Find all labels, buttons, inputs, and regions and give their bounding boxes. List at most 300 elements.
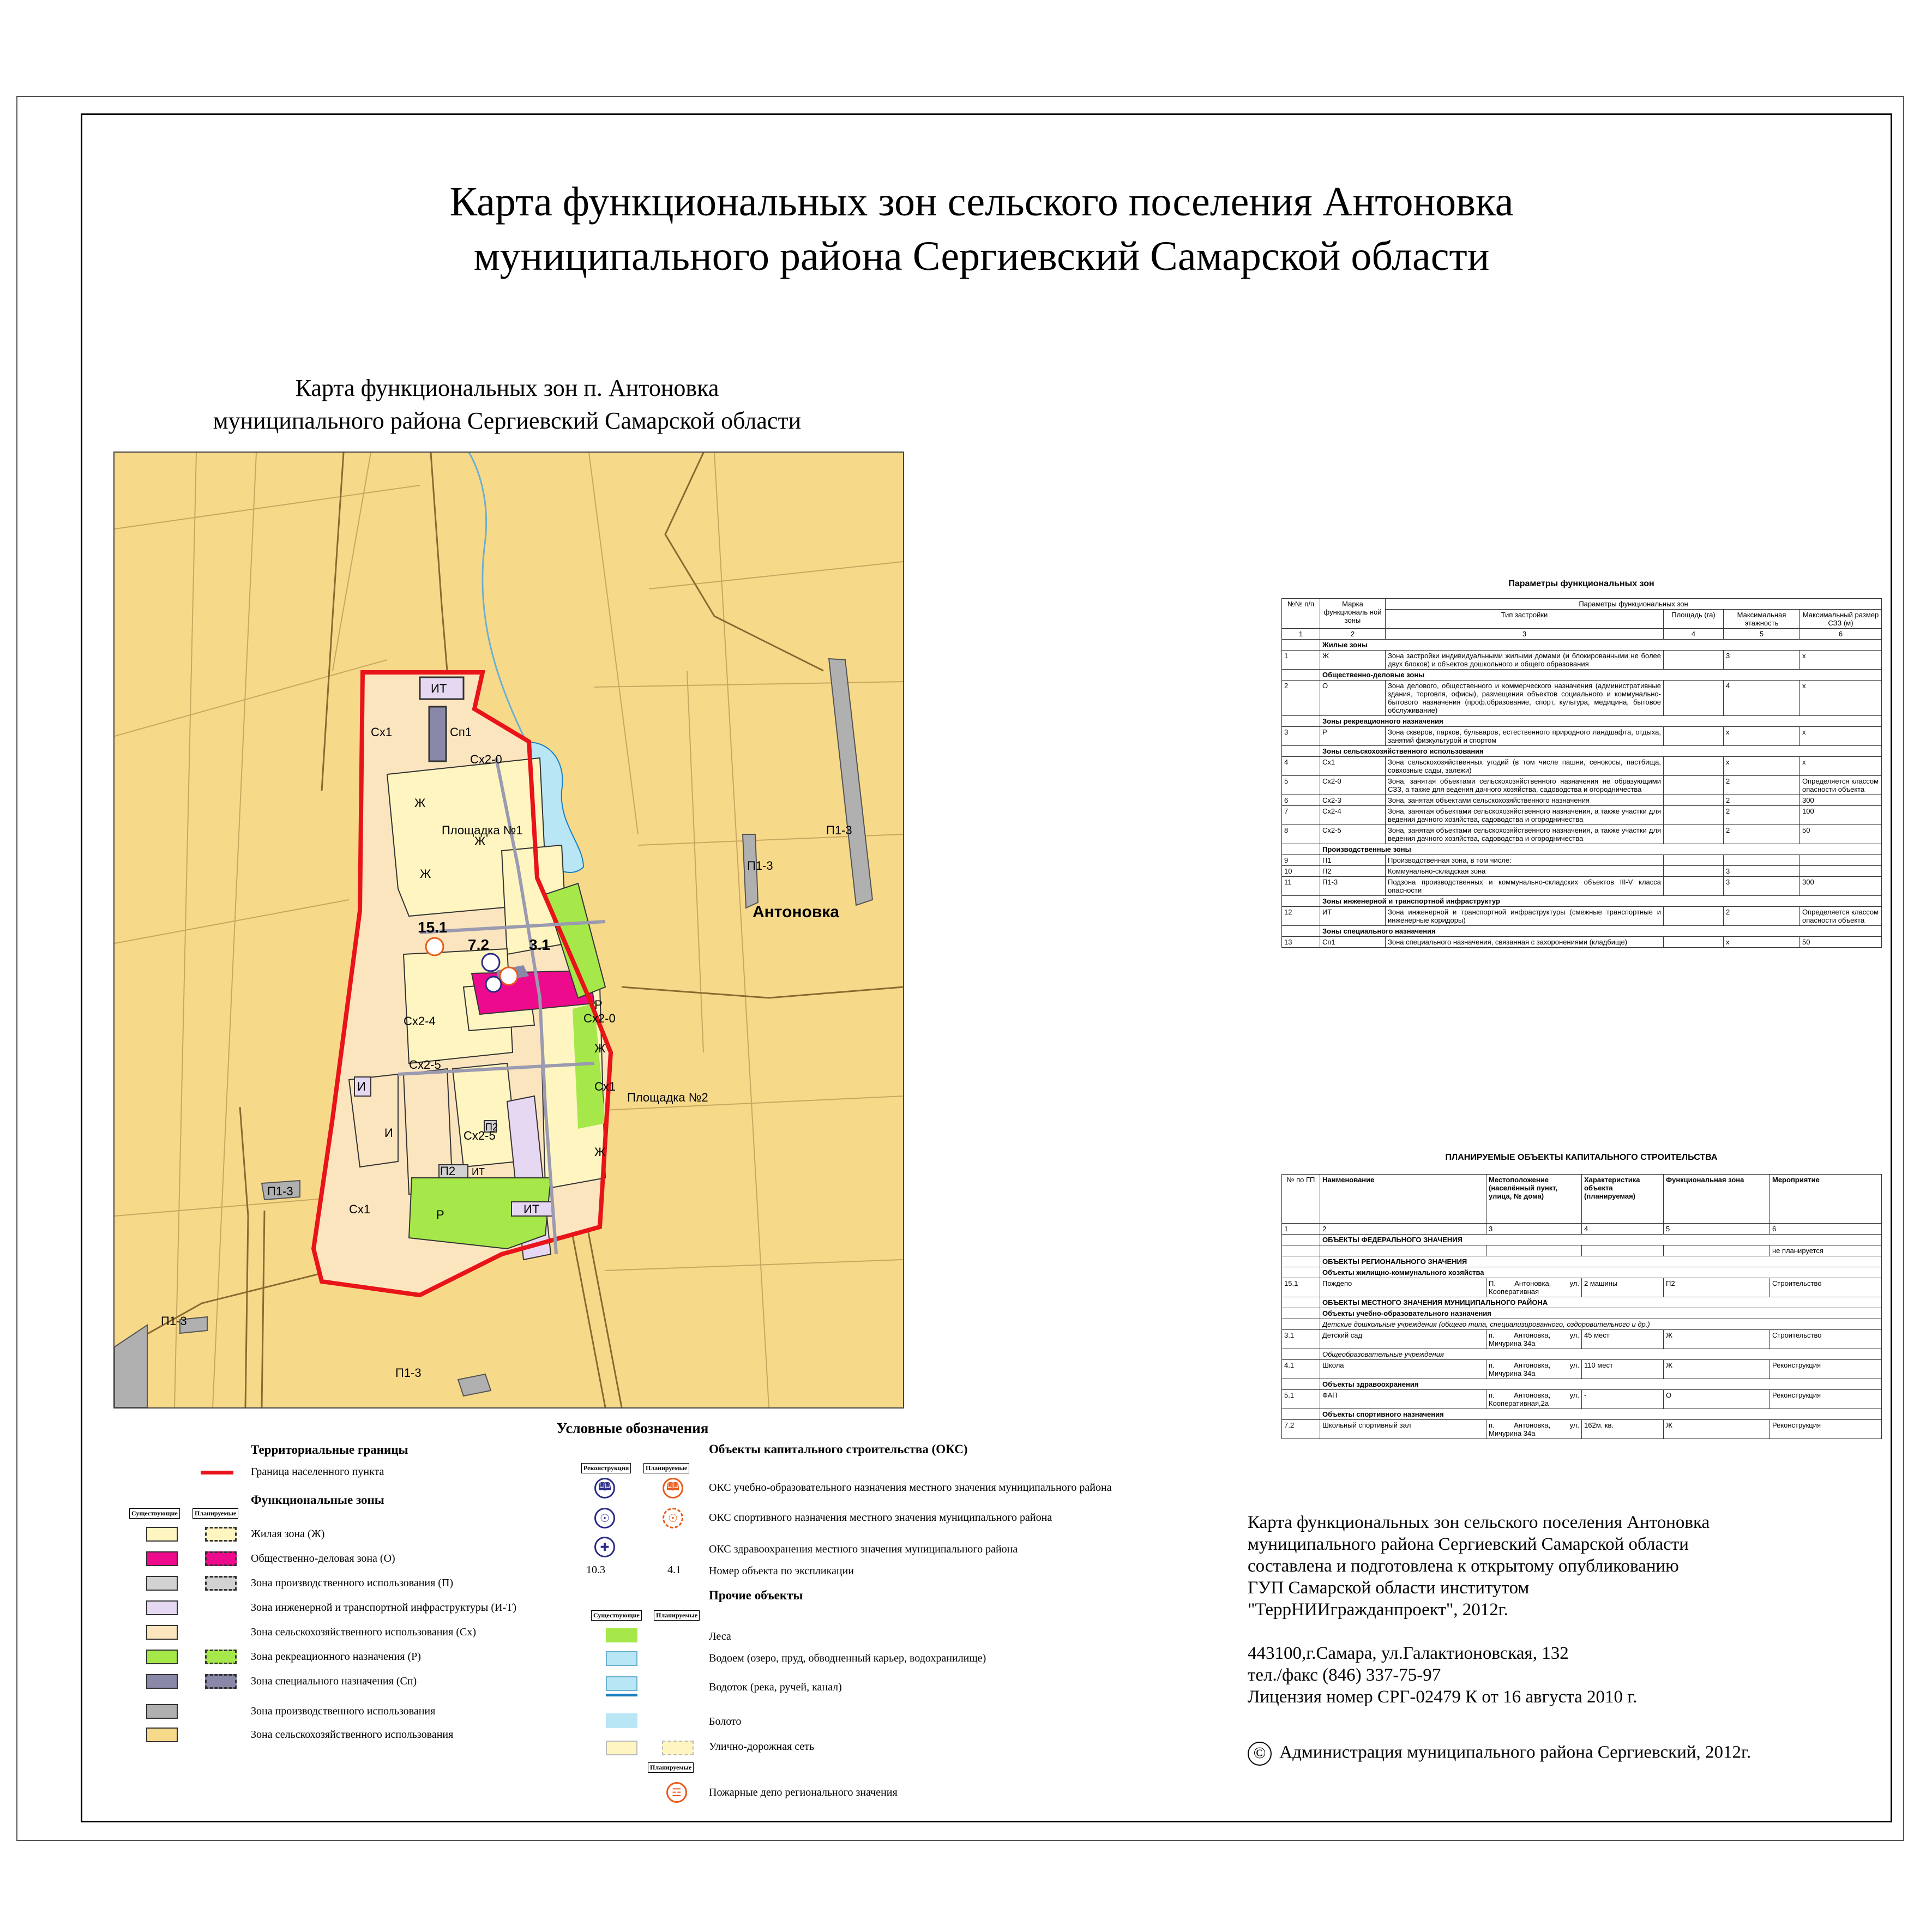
legend-tag-planned-other: Планируемые — [654, 1610, 700, 1621]
params-cell-szz: x — [1800, 757, 1882, 776]
objects-cell-char: 2 машины — [1582, 1278, 1664, 1297]
params-cell-floors: 2 — [1724, 776, 1800, 795]
objects-cell-zone: Ж — [1664, 1420, 1770, 1439]
params-cell-floors: x — [1724, 757, 1800, 776]
label-pl2: Площадка №2 — [627, 1091, 708, 1104]
book-icon: 🕮 — [594, 1478, 615, 1498]
params-cell-empty — [1282, 844, 1320, 855]
params-cell-num: 2 — [1282, 681, 1320, 716]
params-cell-num: 3 — [1282, 727, 1320, 746]
objects-cell-loc — [1486, 1245, 1582, 1256]
params-section-row — [1282, 716, 1882, 727]
params-cell-area — [1664, 937, 1724, 948]
credits-line-5: "ТеррНИИгражданпроект", 2012г. — [1248, 1600, 1508, 1620]
label-zh-b: Ж — [420, 867, 431, 881]
legend-boundary-swatch — [201, 1471, 233, 1474]
params-cell-num: 7 — [1282, 806, 1320, 825]
objects-cell-action: Реконструкция — [1770, 1390, 1882, 1409]
params-cell-area — [1664, 776, 1724, 795]
objects-section-title: ОБЪЕКТЫ МЕСТНОГО ЗНАЧЕНИЯ МУНИЦИПАЛЬНОГО РАЙОНА — [1320, 1297, 1882, 1308]
objects-section-row — [1282, 1297, 1882, 1308]
params-cell-mark: Сп1 — [1320, 937, 1386, 948]
legend-boundary-label: Граница населенного пункта — [251, 1466, 384, 1478]
params-row — [1282, 757, 1882, 776]
params-cell-type: Подзона производственных и коммунально-складских объектов III-V класса опасности — [1386, 877, 1664, 896]
params-cell-empty — [1282, 640, 1320, 651]
params-cell-type: Зона, занятая объектами сельскохозяйственного назначения, а также участки для ведения дачного хозяйства, садоводства и огородничества — [1386, 825, 1664, 844]
objects-row — [1282, 1330, 1882, 1349]
params-cell-floors: 4 — [1724, 681, 1800, 716]
label-p1-3-e: П1-3 — [395, 1366, 422, 1380]
params-section-row — [1282, 896, 1882, 907]
sport-icon: ☉ — [594, 1508, 615, 1528]
objects-cell-loc: п. Антоновка, ул. Мичурина 34а — [1486, 1330, 1582, 1349]
params-cell-szz: 50 — [1800, 825, 1882, 844]
legend-stream-line — [606, 1694, 637, 1696]
params-cell-empty — [1282, 670, 1320, 681]
map-subtitle — [109, 372, 905, 437]
legend-forest-label: Леса — [709, 1630, 731, 1642]
params-section-title: Зоны сельскохозяйственного использования — [1320, 746, 1882, 757]
params-cell-type: Зона застройки индивидуальными жилыми домами (и блокированными не более двух блоков) и объектов дошкольного и общего образования — [1386, 651, 1664, 670]
params-row — [1282, 866, 1882, 877]
params-cell-area — [1664, 866, 1724, 877]
label-p1-3-d: П1-3 — [161, 1314, 187, 1328]
params-cell-mark: Ж — [1320, 651, 1386, 670]
label-obj-15-1: 15.1 — [418, 919, 448, 936]
legend-water-label: Водоем (озеро, пруд, обводненный карьер, водохранилище) — [709, 1652, 986, 1664]
legend-tag-planned: Планируемые — [192, 1508, 238, 1519]
objects-cell-loc: п. Антоновка, ул. Мичурина 34а — [1486, 1420, 1582, 1439]
label-it-top: ИТ — [431, 682, 447, 695]
objects-idx-2: 2 — [1320, 1224, 1486, 1235]
label-p1-3-a: П1-3 — [826, 823, 852, 837]
legend-roads-label: Улично-дорожная сеть — [709, 1741, 815, 1753]
params-section-row — [1282, 926, 1882, 937]
params-cell-num: 6 — [1282, 795, 1320, 806]
legend-zone-swatch — [146, 1576, 178, 1591]
params-table-body — [1282, 640, 1882, 948]
params-cell-floors: 3 — [1724, 877, 1800, 896]
objects-idx-6: 6 — [1770, 1224, 1882, 1235]
objects-row — [1282, 1278, 1882, 1297]
params-row — [1282, 727, 1882, 746]
params-cell-type: Зона скверов, парков, бульваров, естественного природного ландшафта, отдыха, занятий физкультурой и спортом — [1386, 727, 1664, 746]
label-zh-c: Ж — [474, 834, 486, 848]
legend-water-swatch — [606, 1651, 637, 1666]
label-it-b: ИТ — [472, 1166, 485, 1177]
legend-forest-swatch — [606, 1628, 637, 1642]
objects-h-loc: Местоположение (населённый пункт, улица, № дома) — [1486, 1175, 1582, 1224]
params-cell-type: Зона специального назначения, связанная с захоронениями (кладбище) — [1386, 937, 1664, 948]
main-title — [273, 174, 1690, 284]
params-cell-szz: x — [1800, 727, 1882, 746]
label-p1-3-b: П1-3 — [747, 859, 773, 872]
params-cell-area — [1664, 825, 1724, 844]
legend-zone-swatch — [146, 1600, 178, 1615]
params-h-floors: Максимальная этажность — [1724, 610, 1800, 629]
legend-zones-heading: Функциональные зоны — [251, 1493, 384, 1507]
params-cell-type: Зона инженерной и транспортной инфраструктуры (смежные транспортные и инженерные коридоры) — [1386, 907, 1664, 926]
objects-cell-char: 162м. кв. — [1582, 1420, 1664, 1439]
legend-zone-label: Зона производственного использования — [251, 1705, 436, 1717]
objects-table-body — [1282, 1235, 1882, 1439]
objects-h-action: Мероприятие — [1770, 1175, 1882, 1224]
params-cell-szz: Определяется классом опасности объекта — [1800, 776, 1882, 795]
objects-cell-empty — [1282, 1256, 1320, 1267]
objects-cell-num: 7.2 — [1282, 1420, 1320, 1439]
legend-tag-reconstruction: Реконструкция — [581, 1463, 631, 1473]
legend-zone-planned-swatch — [205, 1527, 237, 1542]
objects-row — [1282, 1420, 1882, 1439]
params-cell-num: 12 — [1282, 907, 1320, 926]
label-p2-a: П2 — [440, 1164, 456, 1178]
params-h-mark: Марка функциональ ной зоны — [1320, 599, 1386, 629]
legend-tag-existing-other: Существующие — [591, 1610, 642, 1621]
legend-zone-swatch — [146, 1527, 178, 1542]
label-settlement: Антоновка — [753, 903, 839, 921]
params-cell-area — [1664, 806, 1724, 825]
params-idx-6: 6 — [1800, 629, 1882, 640]
params-row — [1282, 825, 1882, 844]
book-planned-icon: 🕮 — [663, 1478, 683, 1498]
legend-zone-planned-swatch — [205, 1674, 237, 1689]
objects-cell-action: Строительство — [1770, 1330, 1882, 1349]
objects-cell-empty — [1282, 1349, 1320, 1360]
params-cell-area — [1664, 727, 1724, 746]
params-table-title: Параметры функциональных зон — [1508, 579, 1654, 588]
objects-cell-zone: П2 — [1664, 1278, 1770, 1297]
label-r-b: Р — [594, 998, 603, 1012]
objects-idx-3: 3 — [1486, 1224, 1582, 1235]
params-cell-szz: 300 — [1800, 795, 1882, 806]
params-cell-szz: x — [1800, 681, 1882, 716]
params-section-row — [1282, 746, 1882, 757]
legend-oks-heading: Объекты капитального строительства (ОКС) — [709, 1442, 968, 1456]
legend-zone-label: Зона сельскохозяйственного использования (Сх) — [251, 1626, 476, 1638]
objects-cell-zone: Ж — [1664, 1330, 1770, 1349]
legend-zone-swatch — [146, 1625, 178, 1640]
objects-h-char: Характеристика объекта (планируемая) — [1582, 1175, 1664, 1224]
params-cell-floors: 2 — [1724, 806, 1800, 825]
objects-h-name: Наименование — [1320, 1175, 1486, 1224]
medical-cross-icon: ✚ — [594, 1537, 615, 1557]
objects-section-title: Объекты жилищно-коммунального хозяйства — [1320, 1267, 1882, 1278]
objects-section-row — [1282, 1349, 1882, 1360]
label-zh-e: Ж — [594, 1145, 606, 1159]
params-cell-num: 1 — [1282, 651, 1320, 670]
params-row — [1282, 651, 1882, 670]
objects-section-row — [1282, 1319, 1882, 1330]
params-cell-mark: Сх2-5 — [1320, 825, 1386, 844]
credits-block — [1248, 1512, 1847, 1708]
params-row — [1282, 681, 1882, 716]
label-p2-b: П2 — [485, 1122, 498, 1133]
objects-cell-name — [1320, 1245, 1486, 1256]
legend-oks-sport: ОКС спортивного назначения местного значения муниципального района — [709, 1512, 1052, 1524]
objects-cell-name: ФАП — [1320, 1390, 1486, 1409]
params-cell-floors: x — [1724, 727, 1800, 746]
params-row — [1282, 855, 1882, 866]
objects-cell-empty — [1282, 1297, 1320, 1308]
legend-swamp-swatch — [606, 1713, 637, 1728]
objects-cell-name: Детский сад — [1320, 1330, 1486, 1349]
params-cell-szz: 50 — [1800, 937, 1882, 948]
label-it-c: ИТ — [523, 1202, 540, 1216]
objects-cell-name: Школа — [1320, 1360, 1486, 1379]
legend-road-existing-swatch — [606, 1741, 637, 1755]
params-cell-mark: Сх2-3 — [1320, 795, 1386, 806]
objects-cell-zone: Ж — [1664, 1360, 1770, 1379]
settlement-map[interactable] — [113, 452, 904, 1409]
params-idx-4: 4 — [1664, 629, 1724, 640]
legend-zone-label: Зона сельскохозяйственного использования — [251, 1729, 454, 1741]
label-sx2-4: Сх2-4 — [404, 1014, 436, 1028]
legend-num-label: Номер объекта по экспликации — [709, 1565, 854, 1577]
objects-cell-loc: П. Антоновка, ул. Кооперативная — [1486, 1278, 1582, 1297]
params-h-params: Параметры функциональных зон — [1386, 599, 1882, 610]
label-i-b: И — [384, 1126, 393, 1140]
params-row — [1282, 776, 1882, 795]
objects-cell-num: 5.1 — [1282, 1390, 1320, 1409]
label-sx1-b: Сх1 — [594, 1080, 616, 1093]
label-sx2-5-b: Сх2-5 — [464, 1129, 496, 1142]
legend-stream-swatch — [606, 1676, 637, 1691]
label-sx2-0-a: Сх2-0 — [470, 753, 502, 766]
objects-section-title: Объекты спортивного назначения — [1320, 1409, 1882, 1420]
legend-other-heading: Прочие объекты — [709, 1588, 803, 1602]
label-sx1-a: Сх1 — [371, 725, 393, 739]
params-cell-type: Зона, занятая объектами сельскохозяйственного назначения, а также участки для ведения дачного хозяйства, садоводства и огородничества — [1386, 806, 1664, 825]
legend-tag-planned-fire: Планируемые — [648, 1762, 694, 1773]
params-section-row — [1282, 670, 1882, 681]
params-idx-1: 1 — [1282, 629, 1320, 640]
legend-fire-label: Пожарные депо регионального значения — [709, 1786, 898, 1798]
objects-cell-action: не планируется — [1770, 1245, 1882, 1256]
legend-zone-planned-swatch — [205, 1576, 237, 1591]
copyright-text: Администрация муниципального района Сергиевский, 2012г. — [1279, 1742, 1752, 1762]
legend-zone-label: Жилая зона (Ж) — [251, 1528, 325, 1540]
copyright-icon: © — [1248, 1742, 1272, 1766]
params-row — [1282, 806, 1882, 825]
params-row — [1282, 937, 1882, 948]
credits-line-3: составлена и подготовлена к открытому опубликованию — [1248, 1556, 1679, 1576]
params-section-title: Производственные зоны — [1320, 844, 1882, 855]
params-cell-floors: 2 — [1724, 907, 1800, 926]
label-r-a: Р — [436, 1208, 444, 1221]
params-cell-num: 10 — [1282, 866, 1320, 877]
objects-cell-char — [1582, 1245, 1664, 1256]
params-cell-type: Производственная зона, в том числе: — [1386, 855, 1664, 866]
params-cell-type: Коммунально-складская зона — [1386, 866, 1664, 877]
params-cell-type: Зона, занятая объектами сельскохозяйственного назначения — [1386, 795, 1664, 806]
objects-row — [1282, 1360, 1882, 1379]
params-cell-type: Зона сельскохозяйственных угодий (в том числе пашни, сенокосы, пастбища, совхозные сады, залежи) — [1386, 757, 1664, 776]
map-subtitle-line1: Карта функциональных зон п. Антоновка — [295, 375, 719, 401]
params-cell-mark: П1 — [1320, 855, 1386, 866]
fire-extinguisher-icon: ☲ — [666, 1782, 687, 1803]
params-cell-mark: Сх2-0 — [1320, 776, 1386, 795]
params-cell-empty — [1282, 716, 1320, 727]
main-title-line1: Карта функциональных зон сельского поселения Антоновка — [449, 179, 1514, 225]
credits-phone: тел./факс (846) 337-75-97 — [1248, 1665, 1441, 1685]
objects-cell-action: Строительство — [1770, 1278, 1882, 1297]
legend-oks-health: ОКС здравоохранения местного значения муниципального района — [709, 1543, 1018, 1555]
params-cell-area — [1664, 877, 1724, 896]
legend-zone-label: Общественно-деловая зона (О) — [251, 1552, 395, 1564]
params-table — [1281, 598, 1882, 948]
params-cell-num: 9 — [1282, 855, 1320, 866]
label-sx2-0-b: Сх2-0 — [583, 1012, 616, 1025]
credits-line-1: Карта функциональных зон сельского поселения Антоновка — [1248, 1513, 1710, 1532]
params-cell-mark: О — [1320, 681, 1386, 716]
label-i-a: И — [357, 1080, 366, 1093]
objects-cell-num: 15.1 — [1282, 1278, 1320, 1297]
credits-line-2: муниципального района Сергиевский Самарской области — [1248, 1534, 1689, 1554]
label-obj-3-1: 3.1 — [529, 936, 550, 953]
params-cell-num: 5 — [1282, 776, 1320, 795]
credits-address: 443100,г.Самара, ул.Галактионовская, 132 — [1248, 1644, 1569, 1663]
objects-cell-loc: п. Антоновка, ул. Кооперативная,2а — [1486, 1390, 1582, 1409]
params-row — [1282, 907, 1882, 926]
map-subtitle-line2: муниципального района Сергиевский Самарской области — [213, 407, 802, 434]
label-obj-7-2: 7.2 — [468, 936, 489, 953]
params-section-title: Жилые зоны — [1320, 640, 1882, 651]
objects-cell-char: 110 мест — [1582, 1360, 1664, 1379]
params-section-title: Зоны специального назначения — [1320, 926, 1882, 937]
params-cell-szz: x — [1800, 651, 1882, 670]
params-cell-floors: 2 — [1724, 795, 1800, 806]
label-p1-3-c: П1-3 — [267, 1184, 293, 1198]
objects-cell-num: 4.1 — [1282, 1360, 1320, 1379]
params-cell-area — [1664, 907, 1724, 926]
credits-line-4: ГУП Самарской области институтом — [1248, 1578, 1530, 1598]
params-cell-area — [1664, 795, 1724, 806]
params-h-szz: Максимальный размер СЗЗ (м) — [1800, 610, 1882, 629]
objects-section-title: Объекты учебно-образовательного назначения — [1320, 1308, 1882, 1319]
objects-section-row — [1282, 1267, 1882, 1278]
objects-cell-name: Пождепо — [1320, 1278, 1486, 1297]
legend-tag-planned-oks: Планируемые — [643, 1463, 689, 1473]
params-cell-area — [1664, 651, 1724, 670]
params-cell-num: 4 — [1282, 757, 1320, 776]
params-row — [1282, 795, 1882, 806]
label-sx1-c: Сх1 — [349, 1202, 371, 1216]
objects-cell-zone: О — [1664, 1390, 1770, 1409]
objects-cell-empty — [1282, 1319, 1320, 1330]
params-cell-mark: П1-3 — [1320, 877, 1386, 896]
legend-zone-swatch — [146, 1650, 178, 1664]
params-idx-3: 3 — [1386, 629, 1664, 640]
objects-section-row — [1282, 1308, 1882, 1319]
objects-section-row — [1282, 1256, 1882, 1267]
legend-zone-swatch — [146, 1674, 178, 1689]
params-cell-szz: 300 — [1800, 877, 1882, 896]
params-h-area: Площадь (га) — [1664, 610, 1724, 629]
params-cell-type: Зона, занятая объектами сельскохозяйственного назначения не образующими СЗЗ, а также для ведения дачного хозяйства, садоводства и огородничества — [1386, 776, 1664, 795]
params-cell-floors: 2 — [1724, 825, 1800, 844]
params-cell-area — [1664, 855, 1724, 866]
params-cell-mark: Сх2-4 — [1320, 806, 1386, 825]
objects-cell-name: Школьный спортивный зал — [1320, 1420, 1486, 1439]
params-cell-floors: 3 — [1724, 866, 1800, 877]
params-h-type: Тип застройки — [1386, 610, 1664, 629]
params-idx-5: 5 — [1724, 629, 1800, 640]
label-zh-a: Ж — [414, 796, 426, 810]
objects-section-title: ОБЪЕКТЫ РЕГИОНАЛЬНОГО ЗНАЧЕНИЯ — [1320, 1256, 1882, 1267]
objects-section-row — [1282, 1379, 1882, 1390]
objects-row — [1282, 1390, 1882, 1409]
objects-section-title: Объекты здравоохранения — [1320, 1379, 1882, 1390]
legend-territorial-heading: Территориальные границы — [251, 1443, 408, 1456]
objects-section-row — [1282, 1235, 1882, 1245]
objects-cell-char: - — [1582, 1390, 1664, 1409]
params-section-row — [1282, 640, 1882, 651]
params-cell-floors: x — [1724, 937, 1800, 948]
objects-cell-action: Реконструкция — [1770, 1360, 1882, 1379]
objects-cell-empty — [1282, 1235, 1320, 1245]
params-idx-2: 2 — [1320, 629, 1386, 640]
objects-cell-num: 3.1 — [1282, 1330, 1320, 1349]
objects-cell-char: 45 мест — [1582, 1330, 1664, 1349]
objects-cell-empty — [1282, 1308, 1320, 1319]
params-cell-floors: 3 — [1724, 651, 1800, 670]
objects-section-row — [1282, 1409, 1882, 1420]
params-cell-empty — [1282, 926, 1320, 937]
label-zh-d: Ж — [594, 1042, 606, 1055]
params-cell-szz — [1800, 855, 1882, 866]
label-pl1: Площадка №1 — [442, 823, 523, 837]
objects-cell-num — [1282, 1245, 1320, 1256]
params-cell-type: Зона делового, общественного и коммерческого назначения (административные здания, торговля, офисы), размещения объектов социального и коммунально-бытового назначения (проф.образование, спорт, культура, медицина, бытовое обслуживание) — [1386, 681, 1664, 716]
params-row — [1282, 877, 1882, 896]
legend-zone-planned-swatch — [205, 1650, 237, 1664]
params-section-row — [1282, 844, 1882, 855]
label-sx2-5-a: Сх2-5 — [409, 1058, 441, 1072]
objects-cell-zone — [1664, 1245, 1770, 1256]
objects-cell-loc: п. Антоновка, ул. Мичурина 34а — [1486, 1360, 1582, 1379]
params-cell-szz — [1800, 866, 1882, 877]
objects-table — [1281, 1174, 1882, 1439]
objects-table-title: ПЛАНИРУЕМЫЕ ОБЪЕКТЫ КАПИТАЛЬНОГО СТРОИТЕЛЬСТВА — [1445, 1153, 1718, 1162]
legend-zone-label: Зона инженерной и транспортной инфраструктуры (И-Т) — [251, 1602, 517, 1614]
objects-h-num: № по ГП — [1282, 1175, 1320, 1224]
objects-idx-1: 1 — [1282, 1224, 1320, 1235]
params-cell-mark: П2 — [1320, 866, 1386, 877]
legend-zone-swatch — [146, 1551, 178, 1566]
params-h-num: №№ п/п — [1282, 599, 1320, 629]
objects-section-title: ОБЪЕКТЫ ФЕДЕРАЛЬНОГО ЗНАЧЕНИЯ — [1320, 1235, 1882, 1245]
params-cell-mark: Сх1 — [1320, 757, 1386, 776]
legend-zone-label: Зона производственного использования (П) — [251, 1577, 454, 1589]
params-cell-mark: ИТ — [1320, 907, 1386, 926]
legend-num-planned: 4.1 — [667, 1564, 681, 1576]
label-sp1: Сп1 — [450, 725, 472, 739]
legend-zone-planned-swatch — [205, 1551, 237, 1566]
map-canvas — [115, 453, 903, 1407]
sport-planned-icon: ☉ — [663, 1508, 683, 1528]
params-section-title: Общественно-деловые зоны — [1320, 670, 1882, 681]
main-title-line2: муниципального района Сергиевский Самарской области — [473, 233, 1490, 279]
objects-cell-action: Реконструкция — [1770, 1420, 1882, 1439]
legend-zone-swatch — [146, 1704, 178, 1719]
params-section-title: Зоны рекреационного назначения — [1320, 716, 1882, 727]
legend-tag-existing: Существующие — [129, 1508, 180, 1519]
legend-swamp-label: Болото — [709, 1716, 742, 1728]
objects-row — [1282, 1245, 1882, 1256]
objects-cell-empty — [1282, 1409, 1320, 1420]
legend-zone-label: Зона рекреационного назначения (Р) — [251, 1651, 421, 1663]
